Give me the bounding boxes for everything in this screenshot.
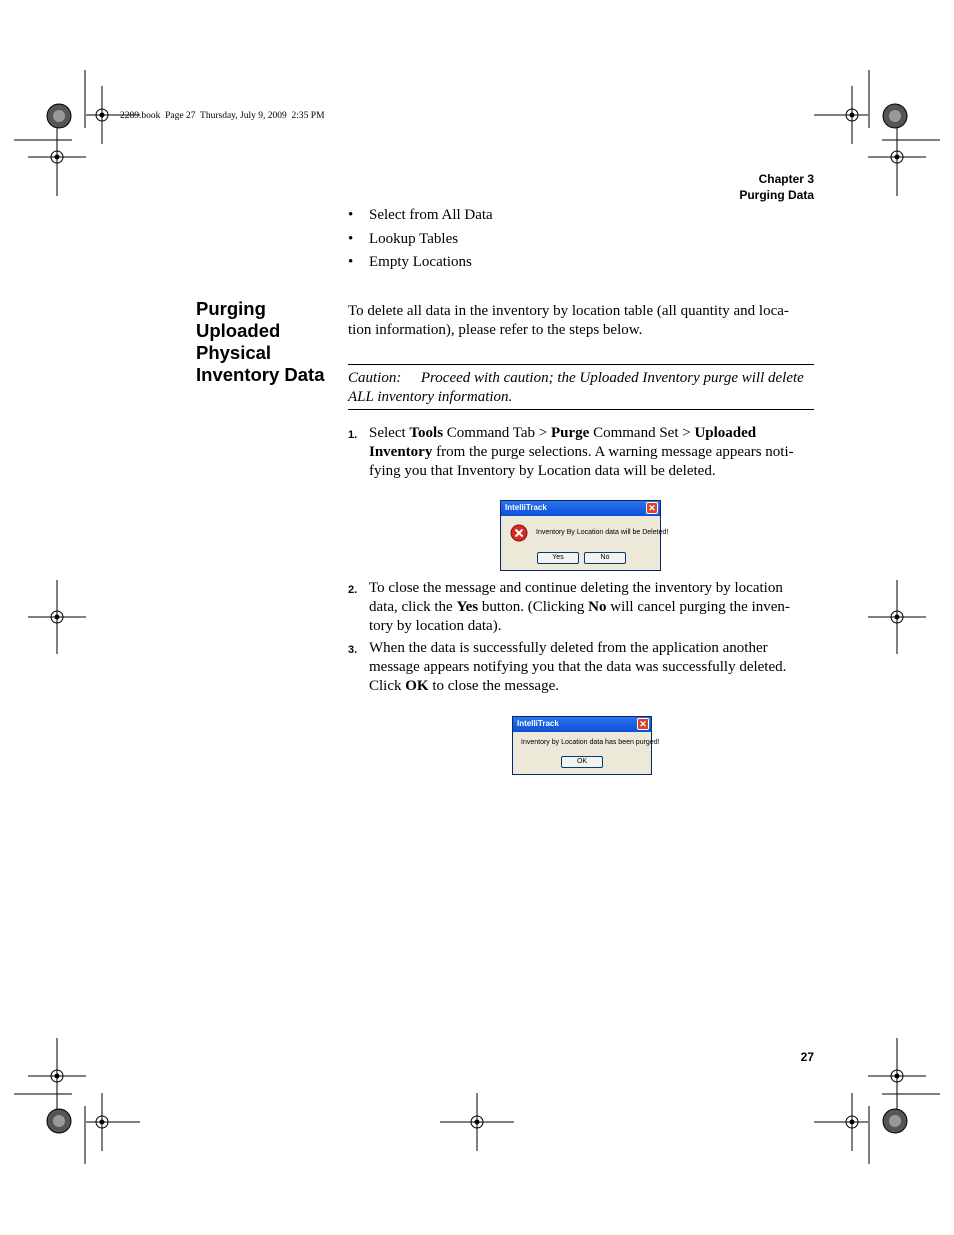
delete-warning-dialog [500,500,669,571]
error-icon [510,524,528,542]
caution-rule-bottom [348,409,814,410]
purge-complete-dialog [512,716,660,775]
page-number: 27 [800,1050,814,1064]
step-number: 2. [348,584,358,596]
caution-label: Caution: [348,370,402,386]
list-item-text: Lookup Tables [369,231,459,247]
close-icon[interactable]: ✕ [637,718,649,730]
list-item-text: Select from All Data [369,207,493,223]
bullet-symbol: • [348,254,354,270]
intro-paragraph: To delete all data in the inventory by location table (all quantity and loca- tion information), please refer to the steps below. [348,303,789,338]
dialog-title: IntelliTrack [505,503,547,512]
dialog-message: Inventory by Location data has been purged! [521,739,660,746]
chapter-label: Chapter 3 [758,172,814,186]
dialog-titlebar [513,717,651,732]
yes-button[interactable]: Yes [537,552,579,564]
dialog-titlebar [501,501,660,516]
section-heading: Purging Uploaded Physical Inventory Data [196,298,325,385]
caution-rule-top [348,364,814,365]
list-item-text: Empty Locations [369,254,472,270]
bullet-symbol: • [348,207,354,223]
dialog-title: IntelliTrack [517,719,559,728]
step-2: 2. To close the message and continue deleting the inventory by location data, click the Yes button. (Clicking No will cancel purging the inven- tory by location data). [348,580,790,634]
no-button[interactable]: No [584,552,626,564]
ok-button[interactable]: OK [561,756,603,768]
section-label: Purging Data [739,188,814,202]
bullet-symbol: • [348,231,354,247]
step-1: 1. Select Tools Command Tab > Purge Command Set > Uploaded Inventory from the purge selections. A warning message appears noti- fying you that Inventory by Location data will be deleted. [348,425,794,479]
step-3: 3. When the data is successfully deleted from the application another message appears notifying you that the data was successfully deleted. Click OK to close the message. [348,640,787,694]
step-number: 1. [348,429,358,441]
step-number: 3. [348,644,358,656]
print-stamp: 2289.book Page 27 Thursday, July 9, 2009 2:35 PM [120,111,325,121]
dialog-message: Inventory By Location data will be Deleted! [536,529,669,536]
caution-note: Caution: Proceed with caution; the Uploaded Inventory purge will delete ALL inventory information. [348,370,804,405]
close-icon[interactable]: ✕ [646,502,658,514]
